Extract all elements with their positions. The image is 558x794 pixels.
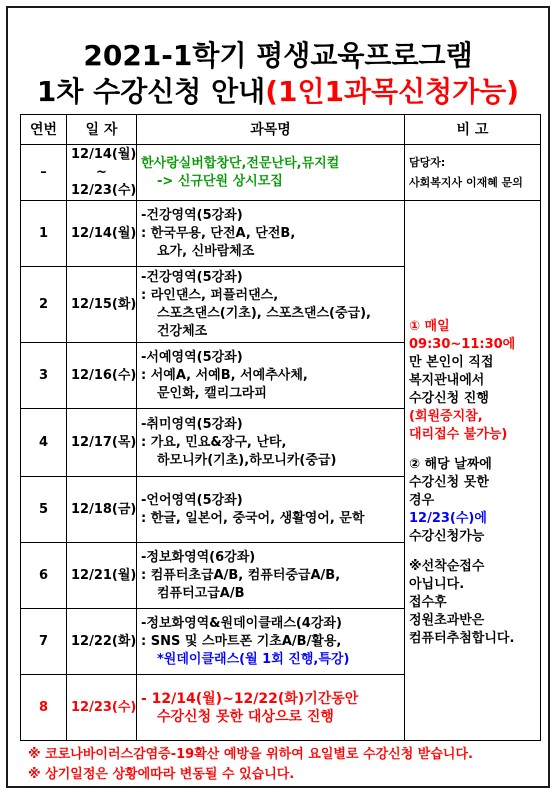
course-line: 한사랑실버합창단,전문난타,뮤지컬 (141, 155, 340, 171)
course-line: : 라인댄스, 퍼플러댄스, (141, 287, 279, 303)
row-course (137, 477, 405, 543)
note-line: 수강신청가능 (409, 528, 485, 544)
row-course (137, 543, 405, 609)
header-date: 일 자 (67, 115, 137, 145)
row-course (137, 267, 405, 343)
footer-note-1: ※ 코로나바이러스감염증-19확산 예방을 위하여 요일별로 수강신청 받습니다. (28, 747, 473, 762)
row-date: 12/18(금) (67, 477, 137, 543)
course-line: : 서예A, 서예B, 서예추사체, (141, 367, 308, 383)
note-line: 대리접수 불가능) (409, 426, 508, 442)
note-line: 12/23(수)에 (409, 510, 487, 526)
date-start: 12/14(월) (71, 146, 137, 162)
row-note (405, 145, 541, 201)
note-line: 경우 (409, 492, 435, 508)
course-line: 수강신청 못한 대상으로 진행 (157, 708, 334, 725)
course-line: *원데이클래스(월 1회 진행,특강) (157, 651, 350, 667)
course-line: -취미영역(5강좌) (141, 416, 243, 432)
note-line: 담당자: (409, 155, 446, 169)
note-line: 아닙니다. (409, 576, 465, 592)
course-line: -> 신규단원 상시모집 (157, 173, 283, 189)
row-course (137, 609, 405, 675)
course-line: 컴퓨터고급A/B (157, 585, 245, 601)
row-num: 8 (21, 675, 67, 741)
row-date: 12/16(수) (67, 343, 137, 409)
row-course (137, 201, 405, 267)
note-line: (회원증지참, (409, 408, 483, 424)
course-line: -정보화영역&원데이클래스(4강좌) (141, 615, 342, 631)
date-tilde: ~ (96, 164, 107, 180)
row-date: 12/17(목) (67, 409, 137, 477)
footer-note-2: ※ 상기일정은 상황에따라 변동될 수 있습니다. (28, 767, 295, 782)
course-line: : 한글, 일본어, 중국어, 생활영어, 문학 (141, 510, 365, 526)
course-line: 하모니카(기초),하모니카(중급) (157, 452, 337, 468)
title-line-2-main: 1차 수강신청 안내 (36, 75, 266, 108)
note-line: ① 매일 (409, 318, 450, 334)
table-row (21, 145, 541, 201)
course-line: -건강영역(5강좌) (141, 207, 243, 223)
course-line: 건강체조 (157, 323, 208, 339)
note-line: 수강신청 진행 (409, 390, 489, 406)
row-date: 12/22(화) (67, 609, 137, 675)
note-main (405, 201, 541, 741)
title-line-1: 2021-1학기 평생교육프로그램 (83, 39, 473, 72)
date-end: 12/23(수) (71, 182, 137, 198)
header-note: 비 고 (405, 115, 541, 145)
row-num: 3 (21, 343, 67, 409)
title-line-2 (8, 70, 548, 110)
course-line: : SNS 및 스마트폰 기초A/B/활용, (141, 633, 342, 649)
schedule-table (20, 114, 541, 741)
row-num: 6 (21, 543, 67, 609)
course-line: -건강영역(5강좌) (141, 269, 243, 285)
course-line: - 12/14(월)~12/22(화)기간동안 (141, 690, 359, 707)
note-line: 09:30~11:30에 (409, 336, 516, 352)
header-course: 과목명 (137, 115, 405, 145)
note-line: 만 본인이 직접 (409, 354, 494, 370)
course-line: : 컴퓨터초급A/B, 컴퓨터중급A/B, (141, 567, 341, 583)
table-row (21, 201, 541, 267)
row-date: 12/21(월) (67, 543, 137, 609)
note-line: 정원초과반은 (409, 612, 485, 628)
course-line: -서예영역(5강좌) (141, 349, 243, 365)
course-line: 스포츠댄스(기초), 스포츠댄스(중급), (157, 305, 371, 321)
row-num: 2 (21, 267, 67, 343)
course-line: 문인화, 캘리그라피 (157, 385, 267, 401)
note-line: 사회복지사 이재혜 문의 (409, 175, 523, 189)
row-course (137, 409, 405, 477)
header-num: 연번 (21, 115, 67, 145)
note-line: 복지관내에서 (409, 372, 485, 388)
row-course (137, 145, 405, 201)
note-line: 접수후 (409, 594, 447, 610)
course-line: -정보화영역(6강좌) (141, 549, 256, 565)
note-line: 컴퓨터추첨합니다. (409, 630, 515, 646)
row-date: 12/15(화) (67, 267, 137, 343)
course-line: : 한국무용, 단전A, 단전B, (141, 225, 296, 241)
course-line: 요가, 신바람체조 (157, 243, 255, 259)
course-line: -언어영역(5강좌) (141, 492, 243, 508)
row-num: 5 (21, 477, 67, 543)
course-line: : 가요, 민요&장구, 난타, (141, 434, 287, 450)
title-line-2-highlight: (1인1과목신청가능) (265, 75, 520, 108)
row-num: 4 (21, 409, 67, 477)
row-num: 1 (21, 201, 67, 267)
row-num: – (21, 145, 67, 201)
note-line: 수강신청 못한 (409, 474, 489, 490)
row-date (67, 145, 137, 201)
row-course (137, 675, 405, 741)
row-date: 12/23(수) (67, 675, 137, 741)
note-line: ② 해당 날짜에 (409, 456, 492, 472)
row-course (137, 343, 405, 409)
note-line: ※선착순접수 (409, 558, 485, 574)
row-date: 12/14(월) (67, 201, 137, 267)
row-num: 7 (21, 609, 67, 675)
